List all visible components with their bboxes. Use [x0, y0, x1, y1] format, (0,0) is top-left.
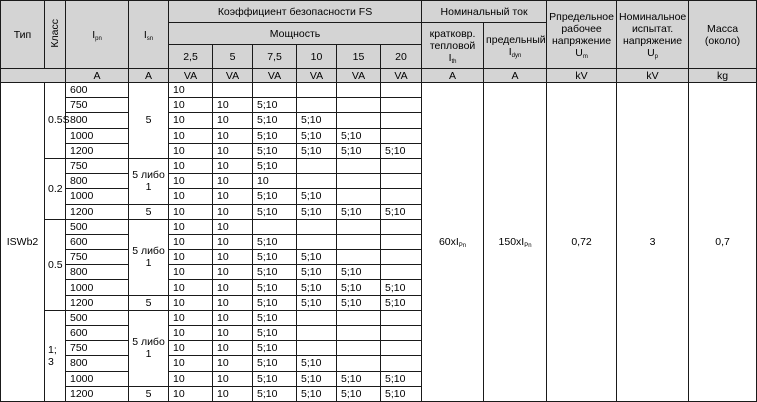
cell-fs: 10 — [213, 250, 253, 265]
unit-cell: A — [484, 69, 547, 83]
cell-fs: 5;10 — [253, 265, 297, 280]
table-row — [1, 83, 757, 98]
cell-ipn: 500 — [66, 219, 129, 234]
cell-fs: 5;10 — [297, 280, 337, 295]
cell-fs — [297, 83, 337, 98]
cell-fs — [381, 326, 422, 341]
header-nominal-current: Номинальный ток — [422, 1, 547, 23]
cell-fs: 5;10 — [297, 113, 337, 128]
cell-fs — [381, 265, 422, 280]
cell-fs: 10 — [169, 341, 213, 356]
cell-fs — [213, 83, 253, 98]
cell-fs: 5;10 — [253, 204, 297, 219]
header-ipn: $I_{pn}$ — [66, 1, 129, 69]
cell-ipn: 600 — [66, 234, 129, 249]
cell-fs: 10 — [213, 265, 253, 280]
cell-fs: 10 — [213, 98, 253, 113]
cell-ipn: 800 — [66, 356, 129, 371]
cell-fs — [337, 250, 381, 265]
header-power: Мощность — [169, 23, 422, 45]
cell-isn: 5 либо 1 — [129, 310, 169, 386]
cell-fs — [381, 341, 422, 356]
cell-fs — [297, 234, 337, 249]
cell-ipn: 1000 — [66, 280, 129, 295]
cell-ipn: 1000 — [66, 128, 129, 143]
header-type: Тип — [1, 1, 45, 69]
cell-fs: 5;10 — [253, 128, 297, 143]
cell-fs: 5;10 — [381, 143, 422, 158]
unit-cell: kV — [547, 69, 617, 83]
cell-fs: 5;10 — [337, 143, 381, 158]
idyn-sub: Pn — [524, 243, 532, 249]
unit-cell: VA — [253, 69, 297, 83]
unit-cell: kV — [617, 69, 689, 83]
cell-class: 0.5S — [45, 83, 66, 159]
cell-ipn: 500 — [66, 310, 129, 325]
cell-fs: 5;10 — [253, 356, 297, 371]
cell-fs — [337, 234, 381, 249]
cell-fs — [337, 83, 381, 98]
cell-type: ISWb2 — [1, 83, 45, 402]
cell-fs: 5;10 — [253, 143, 297, 158]
cell-fs: 10 — [213, 356, 253, 371]
cell-fs: 10 — [213, 341, 253, 356]
cell-fs — [381, 128, 422, 143]
cell-fs: 10 — [169, 128, 213, 143]
unit-cell: VA — [213, 69, 253, 83]
cell-fs — [381, 158, 422, 173]
cell-fs: 5;10 — [297, 189, 337, 204]
cell-fs — [381, 98, 422, 113]
cell-mass: 0,7 — [689, 83, 757, 402]
cell-fs — [337, 113, 381, 128]
cell-fs: 5;10 — [337, 295, 381, 310]
ith-value: 60xI — [438, 236, 459, 248]
cell-class: 0.5 — [45, 219, 66, 310]
cell-fs: 10 — [169, 326, 213, 341]
cell-up: 3 — [617, 83, 689, 402]
cell-fs: 5;10 — [253, 341, 297, 356]
cell-fs: 5;10 — [253, 158, 297, 173]
unit-cell: A — [66, 69, 129, 83]
cell-ipn: 1200 — [66, 295, 129, 310]
unit-cell: VA — [337, 69, 381, 83]
cell-fs: 5;10 — [253, 295, 297, 310]
header-idyn: предельный $I_{dyn}$ — [484, 23, 547, 69]
cell-isn: 5 — [129, 295, 169, 310]
cell-fs: 5;10 — [253, 250, 297, 265]
cell-fs: 10 — [213, 174, 253, 189]
header-ith: кратковр. тепловой $I_{th}$ — [422, 23, 484, 69]
cell-fs — [337, 219, 381, 234]
cell-fs: 10 — [213, 326, 253, 341]
cell-ipn: 800 — [66, 265, 129, 280]
cell-ipn: 750 — [66, 341, 129, 356]
cell-fs: 10 — [213, 310, 253, 325]
cell-ipn: 1000 — [66, 189, 129, 204]
cell-fs — [381, 174, 422, 189]
header-mass: Масса (около) — [689, 1, 757, 69]
idyn-value: 150xI — [498, 236, 525, 248]
unit-cell: VA — [169, 69, 213, 83]
cell-fs — [381, 310, 422, 325]
cell-fs: 10 — [169, 250, 213, 265]
cell-fs — [297, 310, 337, 325]
cell-fs: 5;10 — [297, 295, 337, 310]
cell-fs: 10 — [169, 174, 213, 189]
header-fs: Коэффициент безопасности FS — [169, 1, 422, 23]
cell-fs: 10 — [169, 371, 213, 386]
cell-fs: 5;10 — [253, 280, 297, 295]
units-blank — [1, 69, 66, 83]
cell-ith — [422, 83, 484, 402]
cell-fs — [337, 356, 381, 371]
header-power-3: 7,5 — [253, 45, 297, 69]
cell-fs: 5;10 — [297, 204, 337, 219]
table-header — [1, 1, 757, 83]
cell-fs: 10 — [169, 189, 213, 204]
cell-fs: 5;10 — [253, 189, 297, 204]
cell-fs: 5;10 — [297, 265, 337, 280]
header-power-2: 5 — [213, 45, 253, 69]
cell-ipn: 800 — [66, 113, 129, 128]
cell-fs: 5;10 — [253, 234, 297, 249]
cell-class: 1; 3 — [45, 310, 66, 401]
cell-ipn: 800 — [66, 174, 129, 189]
unit-cell: A — [129, 69, 169, 83]
cell-fs: 10 — [213, 295, 253, 310]
cell-isn: 5 либо 1 — [129, 158, 169, 204]
cell-fs — [381, 234, 422, 249]
cell-fs: 5;10 — [253, 326, 297, 341]
cell-fs — [253, 83, 297, 98]
cell-fs — [297, 341, 337, 356]
cell-fs: 10 — [253, 174, 297, 189]
cell-ipn: 1200 — [66, 204, 129, 219]
cell-fs: 5;10 — [253, 310, 297, 325]
header-isn: $I_{sn}$ — [129, 1, 169, 69]
cell-fs: 5;10 — [337, 371, 381, 386]
cell-fs: 5;10 — [297, 356, 337, 371]
cell-fs: 5;10 — [337, 386, 381, 401]
cell-fs — [297, 158, 337, 173]
unit-cell: VA — [297, 69, 337, 83]
cell-fs: 5;10 — [337, 204, 381, 219]
cell-fs: 5;10 — [381, 204, 422, 219]
cell-ipn: 750 — [66, 98, 129, 113]
cell-isn: 5 — [129, 386, 169, 401]
cell-fs: 5;10 — [297, 371, 337, 386]
cell-fs: 5;10 — [297, 128, 337, 143]
cell-fs: 10 — [169, 83, 213, 98]
cell-fs: 10 — [169, 265, 213, 280]
cell-fs — [337, 189, 381, 204]
cell-fs — [337, 310, 381, 325]
cell-fs — [297, 326, 337, 341]
header-um: Рпредельное рабочее напряжение $U_m$ — [547, 1, 617, 69]
cell-fs: 5;10 — [381, 295, 422, 310]
cell-fs — [381, 219, 422, 234]
cell-fs: 5;10 — [253, 371, 297, 386]
ith-sub: Pn — [458, 243, 467, 249]
cell-fs: 10 — [213, 113, 253, 128]
cell-fs — [297, 98, 337, 113]
cell-um: 0,72 — [547, 83, 617, 402]
cell-fs: 10 — [213, 143, 253, 158]
cell-ipn: 600 — [66, 83, 129, 98]
cell-isn: 5 — [129, 204, 169, 219]
header-power-6: 20 — [381, 45, 422, 69]
cell-fs — [381, 83, 422, 98]
cell-fs: 5;10 — [253, 98, 297, 113]
cell-class: 0.2 — [45, 158, 66, 219]
cell-fs: 5;10 — [337, 265, 381, 280]
cell-isn: 5 — [129, 83, 169, 159]
cell-fs: 5;10 — [253, 113, 297, 128]
cell-fs: 10 — [213, 234, 253, 249]
cell-fs: 10 — [169, 386, 213, 401]
unit-cell: A — [422, 69, 484, 83]
cell-fs: 5;10 — [297, 143, 337, 158]
cell-fs: 10 — [169, 356, 213, 371]
cell-fs: 5;10 — [381, 386, 422, 401]
cell-fs — [337, 326, 381, 341]
cell-fs — [297, 219, 337, 234]
cell-fs: 10 — [213, 219, 253, 234]
cell-fs: 10 — [213, 371, 253, 386]
cell-ipn: 750 — [66, 250, 129, 265]
cell-fs: 10 — [169, 234, 213, 249]
table-body — [1, 83, 757, 402]
cell-fs: 10 — [169, 98, 213, 113]
cell-fs — [381, 113, 422, 128]
cell-fs — [381, 189, 422, 204]
header-up: Номинальное испытат. напряжение $U_p$ — [617, 1, 689, 69]
cell-fs: 5;10 — [337, 128, 381, 143]
cell-fs: 10 — [213, 128, 253, 143]
cell-fs — [381, 356, 422, 371]
cell-fs: 10 — [169, 219, 213, 234]
cell-ipn: 750 — [66, 158, 129, 173]
cell-fs: 10 — [169, 280, 213, 295]
cell-fs: 10 — [213, 189, 253, 204]
cell-ipn: 600 — [66, 326, 129, 341]
cell-fs — [253, 219, 297, 234]
cell-ipn: 1200 — [66, 386, 129, 401]
header-class: Класс — [45, 1, 66, 69]
cell-fs: 5;10 — [381, 280, 422, 295]
unit-cell: kg — [689, 69, 757, 83]
cell-fs: 10 — [169, 113, 213, 128]
cell-fs — [297, 174, 337, 189]
cell-fs: 10 — [169, 204, 213, 219]
cell-fs: 10 — [169, 310, 213, 325]
cell-fs: 10 — [213, 158, 253, 173]
cell-fs: 10 — [169, 143, 213, 158]
cell-fs: 10 — [213, 280, 253, 295]
cell-isn: 5 либо 1 — [129, 219, 169, 295]
cell-fs — [337, 98, 381, 113]
cell-ipn: 1000 — [66, 371, 129, 386]
cell-fs: 10 — [213, 386, 253, 401]
header-power-1: 2,5 — [169, 45, 213, 69]
cell-fs: 5;10 — [337, 280, 381, 295]
header-power-4: 10 — [297, 45, 337, 69]
cell-fs: 5;10 — [381, 371, 422, 386]
cell-ipn: 1200 — [66, 143, 129, 158]
cell-fs: 10 — [169, 295, 213, 310]
cell-fs — [381, 250, 422, 265]
cell-fs — [337, 341, 381, 356]
header-power-5: 15 — [337, 45, 381, 69]
cell-fs: 5;10 — [253, 386, 297, 401]
cell-fs — [337, 158, 381, 173]
cell-fs: 5;10 — [297, 386, 337, 401]
cell-idyn — [484, 83, 547, 402]
cell-fs: 5;10 — [297, 250, 337, 265]
cell-fs — [337, 174, 381, 189]
cell-fs: 10 — [169, 158, 213, 173]
cell-fs: 10 — [213, 204, 253, 219]
unit-cell: VA — [381, 69, 422, 83]
